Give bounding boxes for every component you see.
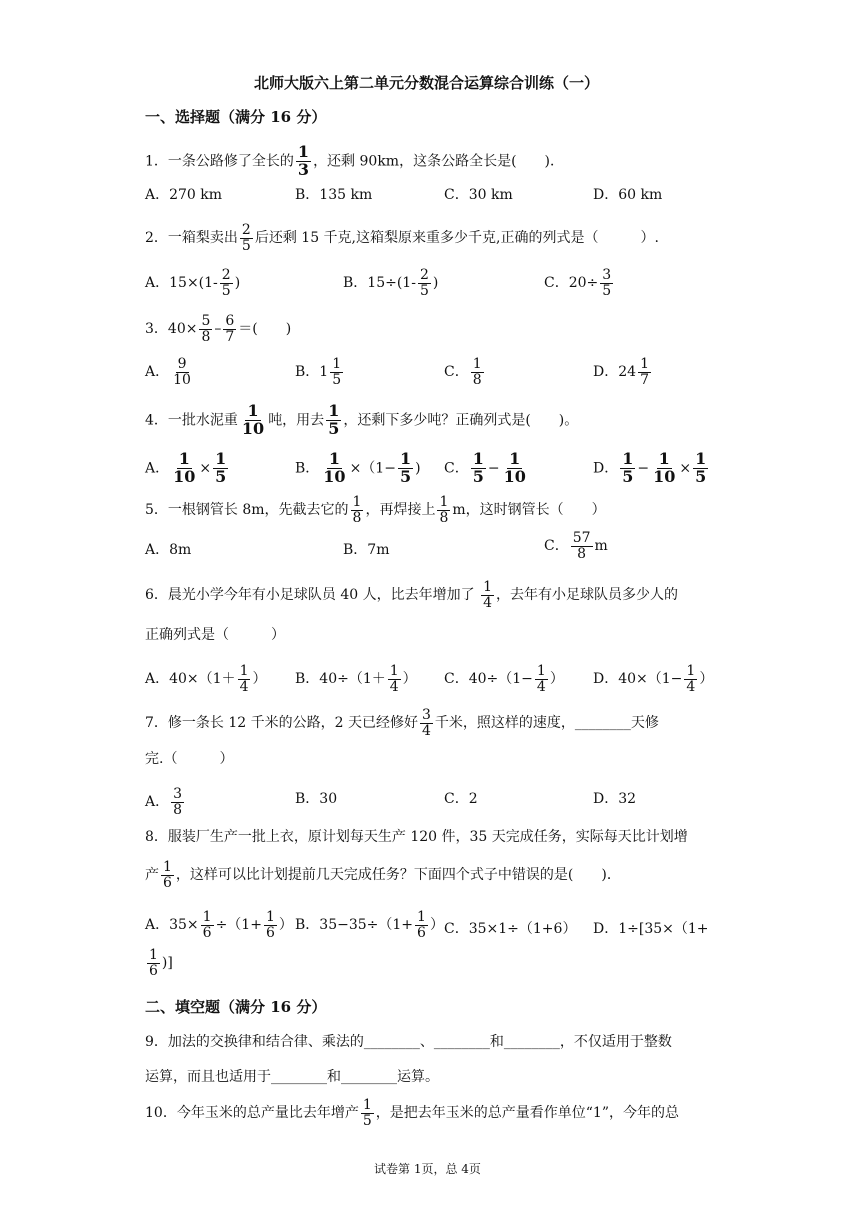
fraction: $\frac{1}{7}$ (640, 356, 649, 388)
question-10: 10．今年玉米的总产量比去年增产 $\frac{1}{5}$ ，是把去年玉米的总产量看作单位“1”，今年的总 (145, 1097, 679, 1129)
question-6: 6．晨光小学今年有小足球队员 40 人，比去年增加了 $\frac{1}{4}$ ，去年有小足球队员多少人的 (145, 579, 678, 611)
q4-option-b: B． $\frac{1}{10}$ ×（1− $\frac{1}{5}$ ) (295, 449, 421, 486)
fraction: $\frac{1}{10}$ (241, 401, 265, 438)
q7-option-d: D．32 (593, 791, 637, 807)
fraction: $\frac{1}{5}$ (472, 449, 484, 486)
fraction: $\frac{1}{5}$ (622, 449, 634, 486)
q6-option-d: D．40×（1− $\frac{1}{4}$ ） (593, 663, 714, 695)
fraction: $\frac{1}{5}$ (332, 356, 342, 388)
question-7-line2: 完.（ ） (145, 751, 234, 767)
fraction: $\frac{1}{6}$ (202, 909, 212, 941)
fraction: $\frac{1}{4}$ (536, 663, 546, 695)
fraction: $\frac{1}{5}$ (399, 449, 412, 486)
q2-option-c: C．20÷ $\frac{3}{5}$ (544, 267, 612, 299)
question-5: 5．一根钢管长 8m，先截去它的 $\frac{1}{8}$ ，再焊接上 $\frac{1}{8}$ m，这时钢管长（ ） (145, 494, 606, 526)
fraction: $\frac{1}{6}$ (265, 909, 275, 941)
q3-option-c: C． $\frac{1}{8}$ (444, 356, 482, 388)
fraction: $\frac{2}{5}$ (419, 267, 429, 299)
q7-option-a: A． $\frac{3}{8}$ (145, 786, 183, 818)
question-4: 4．一批水泥重 $\frac{1}{10}$ 吨，用去 $\frac{1}{5}$ ，还剩下多少吨？正确列式是( )。 (145, 401, 579, 438)
q2-option-b: B．15÷(1- $\frac{2}{5}$ ) (343, 267, 439, 299)
q3-option-d: D．24 $\frac{1}{7}$ (593, 356, 649, 388)
section-heading-choice: 一、选择题（满分 16 分） (145, 108, 327, 126)
fraction: $\frac{3}{5}$ (602, 267, 612, 299)
fraction: $\frac{1}{5}$ (328, 401, 340, 438)
q1-option-c: C．30 km (444, 187, 513, 203)
question-8-line2: 产 $\frac{1}{6}$ ，这样可以比计划提前几天完成任务？下面四个式子中错误的是( )． (145, 859, 621, 891)
fraction: $\frac{1}{4}$ (483, 579, 492, 611)
q2-option-a: A．15×(1- $\frac{2}{5}$ ) (145, 267, 241, 299)
q8-option-a: A．35× $\frac{1}{6}$ ÷（1+ $\frac{1}{6}$ ） (145, 909, 293, 941)
fraction: $\frac{9}{10}$ (173, 356, 191, 388)
q4-option-d: D． $\frac{1}{5}$ − $\frac{1}{10}$ × $\frac{1}{5}$ (593, 449, 707, 486)
fraction: $\frac{1}{10}$ (323, 449, 346, 486)
question-1: 1．一条公路修了全长的 $\frac{1}{3}$ ，还剩 90km，这条公路全长是( )． (145, 142, 565, 179)
question-6-line2: 正确列式是（ ） (145, 627, 285, 643)
fraction: $\frac{3}{8}$ (173, 786, 183, 818)
q5-option-b: B．7m (343, 542, 390, 558)
q8-option-d-cont: $\frac{1}{6}$ )] (149, 947, 173, 979)
q6-option-a: A．40×（1＋ $\frac{1}{4}$ ） (145, 663, 267, 695)
question-3: 3．40× $\frac{5}{8}$ – $\frac{6}{7}$ ＝( ) (145, 313, 292, 345)
question-9-line2: 运算，而且也适用于________和________运算。 (145, 1069, 439, 1085)
fraction: $\frac{1}{4}$ (239, 663, 249, 695)
q1-option-d: D．60 km (593, 187, 663, 203)
question-7: 7．修一条长 12 千米的公路，2 天已经修好 $\frac{3}{4}$ 千米，照这样的速度，________天修 (145, 707, 659, 739)
fraction: $\frac{1}{10}$ (503, 449, 526, 486)
q7-option-c: C．2 (444, 791, 478, 807)
section-heading-fill: 二、填空题（满分 16 分） (145, 998, 327, 1016)
fraction: $\frac{1}{3}$ (297, 142, 310, 179)
page-footer: 试卷第 1页，总 4页 (374, 1162, 481, 1176)
fraction: $\frac{1}{6}$ (417, 909, 426, 941)
page-title: 北师大版六上第二单元分数混合运算综合训练（一） (254, 74, 600, 92)
fraction: $\frac{1}{6}$ (163, 859, 172, 891)
q3-option-a: A． $\frac{9}{10}$ (145, 356, 191, 388)
q8-option-c: C．35×1÷（1+6） (444, 921, 577, 937)
fraction: $\frac{2}{5}$ (241, 222, 251, 254)
fraction: $\frac{1}{5}$ (215, 449, 227, 486)
q3-option-b: B．1 $\frac{1}{5}$ (295, 356, 342, 388)
fraction: $\frac{1}{5}$ (695, 449, 707, 486)
fraction: $\frac{1}{8}$ (472, 356, 482, 388)
q7-option-b: B．30 (295, 791, 338, 807)
q6-option-c: C．40÷（1− $\frac{1}{4}$ ） (444, 663, 564, 695)
fraction: $\frac{1}{10}$ (173, 449, 196, 486)
fraction: $\frac{1}{5}$ (362, 1097, 372, 1129)
fraction: $\frac{1}{4}$ (686, 663, 696, 695)
q6-option-b: B．40÷（1＋ $\frac{1}{4}$ ） (295, 663, 417, 695)
q8-option-d: D．1÷[35×（1+ (593, 921, 709, 937)
question-8: 8．服装厂生产一批上衣，原计划每天生产 120 件，35 天完成任务，实际每天比计划增 (145, 829, 688, 845)
fraction: $\frac{1}{8}$ (352, 494, 362, 526)
fraction: $\frac{3}{4}$ (421, 707, 431, 739)
fraction: $\frac{1}{4}$ (389, 663, 399, 695)
question-9: 9．加法的交换律和结合律、乘法的________、________和________，不仅适用于整数 (145, 1034, 672, 1050)
fraction: $\frac{6}{7}$ (225, 313, 235, 345)
fraction: $\frac{2}{5}$ (221, 267, 231, 299)
question-2: 2．一箱梨卖出 $\frac{2}{5}$ 后还剩 15 千克,这箱梨原来重多少千克,正确的列式是（ ）. (145, 222, 659, 254)
q8-option-b: B．35−35÷（1+ $\frac{1}{6}$ ） (295, 909, 444, 941)
fraction: $\frac{1}{10}$ (653, 449, 676, 486)
q5-option-c: C． $\frac{57}{8}$ m (544, 530, 608, 562)
q1-option-a: A．270 km (145, 187, 223, 203)
fraction: $\frac{1}{8}$ (439, 494, 449, 526)
fraction: $\frac{5}{8}$ (201, 313, 211, 345)
q5-option-a: A．8m (145, 542, 192, 558)
fraction: $\frac{57}{8}$ (572, 530, 591, 562)
q4-option-c: C． $\frac{1}{5}$ − $\frac{1}{10}$ (444, 449, 526, 486)
fraction: $\frac{1}{6}$ (149, 947, 158, 979)
q1-option-b: B．135 km (295, 187, 373, 203)
q4-option-a: A． $\frac{1}{10}$ × $\frac{1}{5}$ (145, 449, 227, 486)
